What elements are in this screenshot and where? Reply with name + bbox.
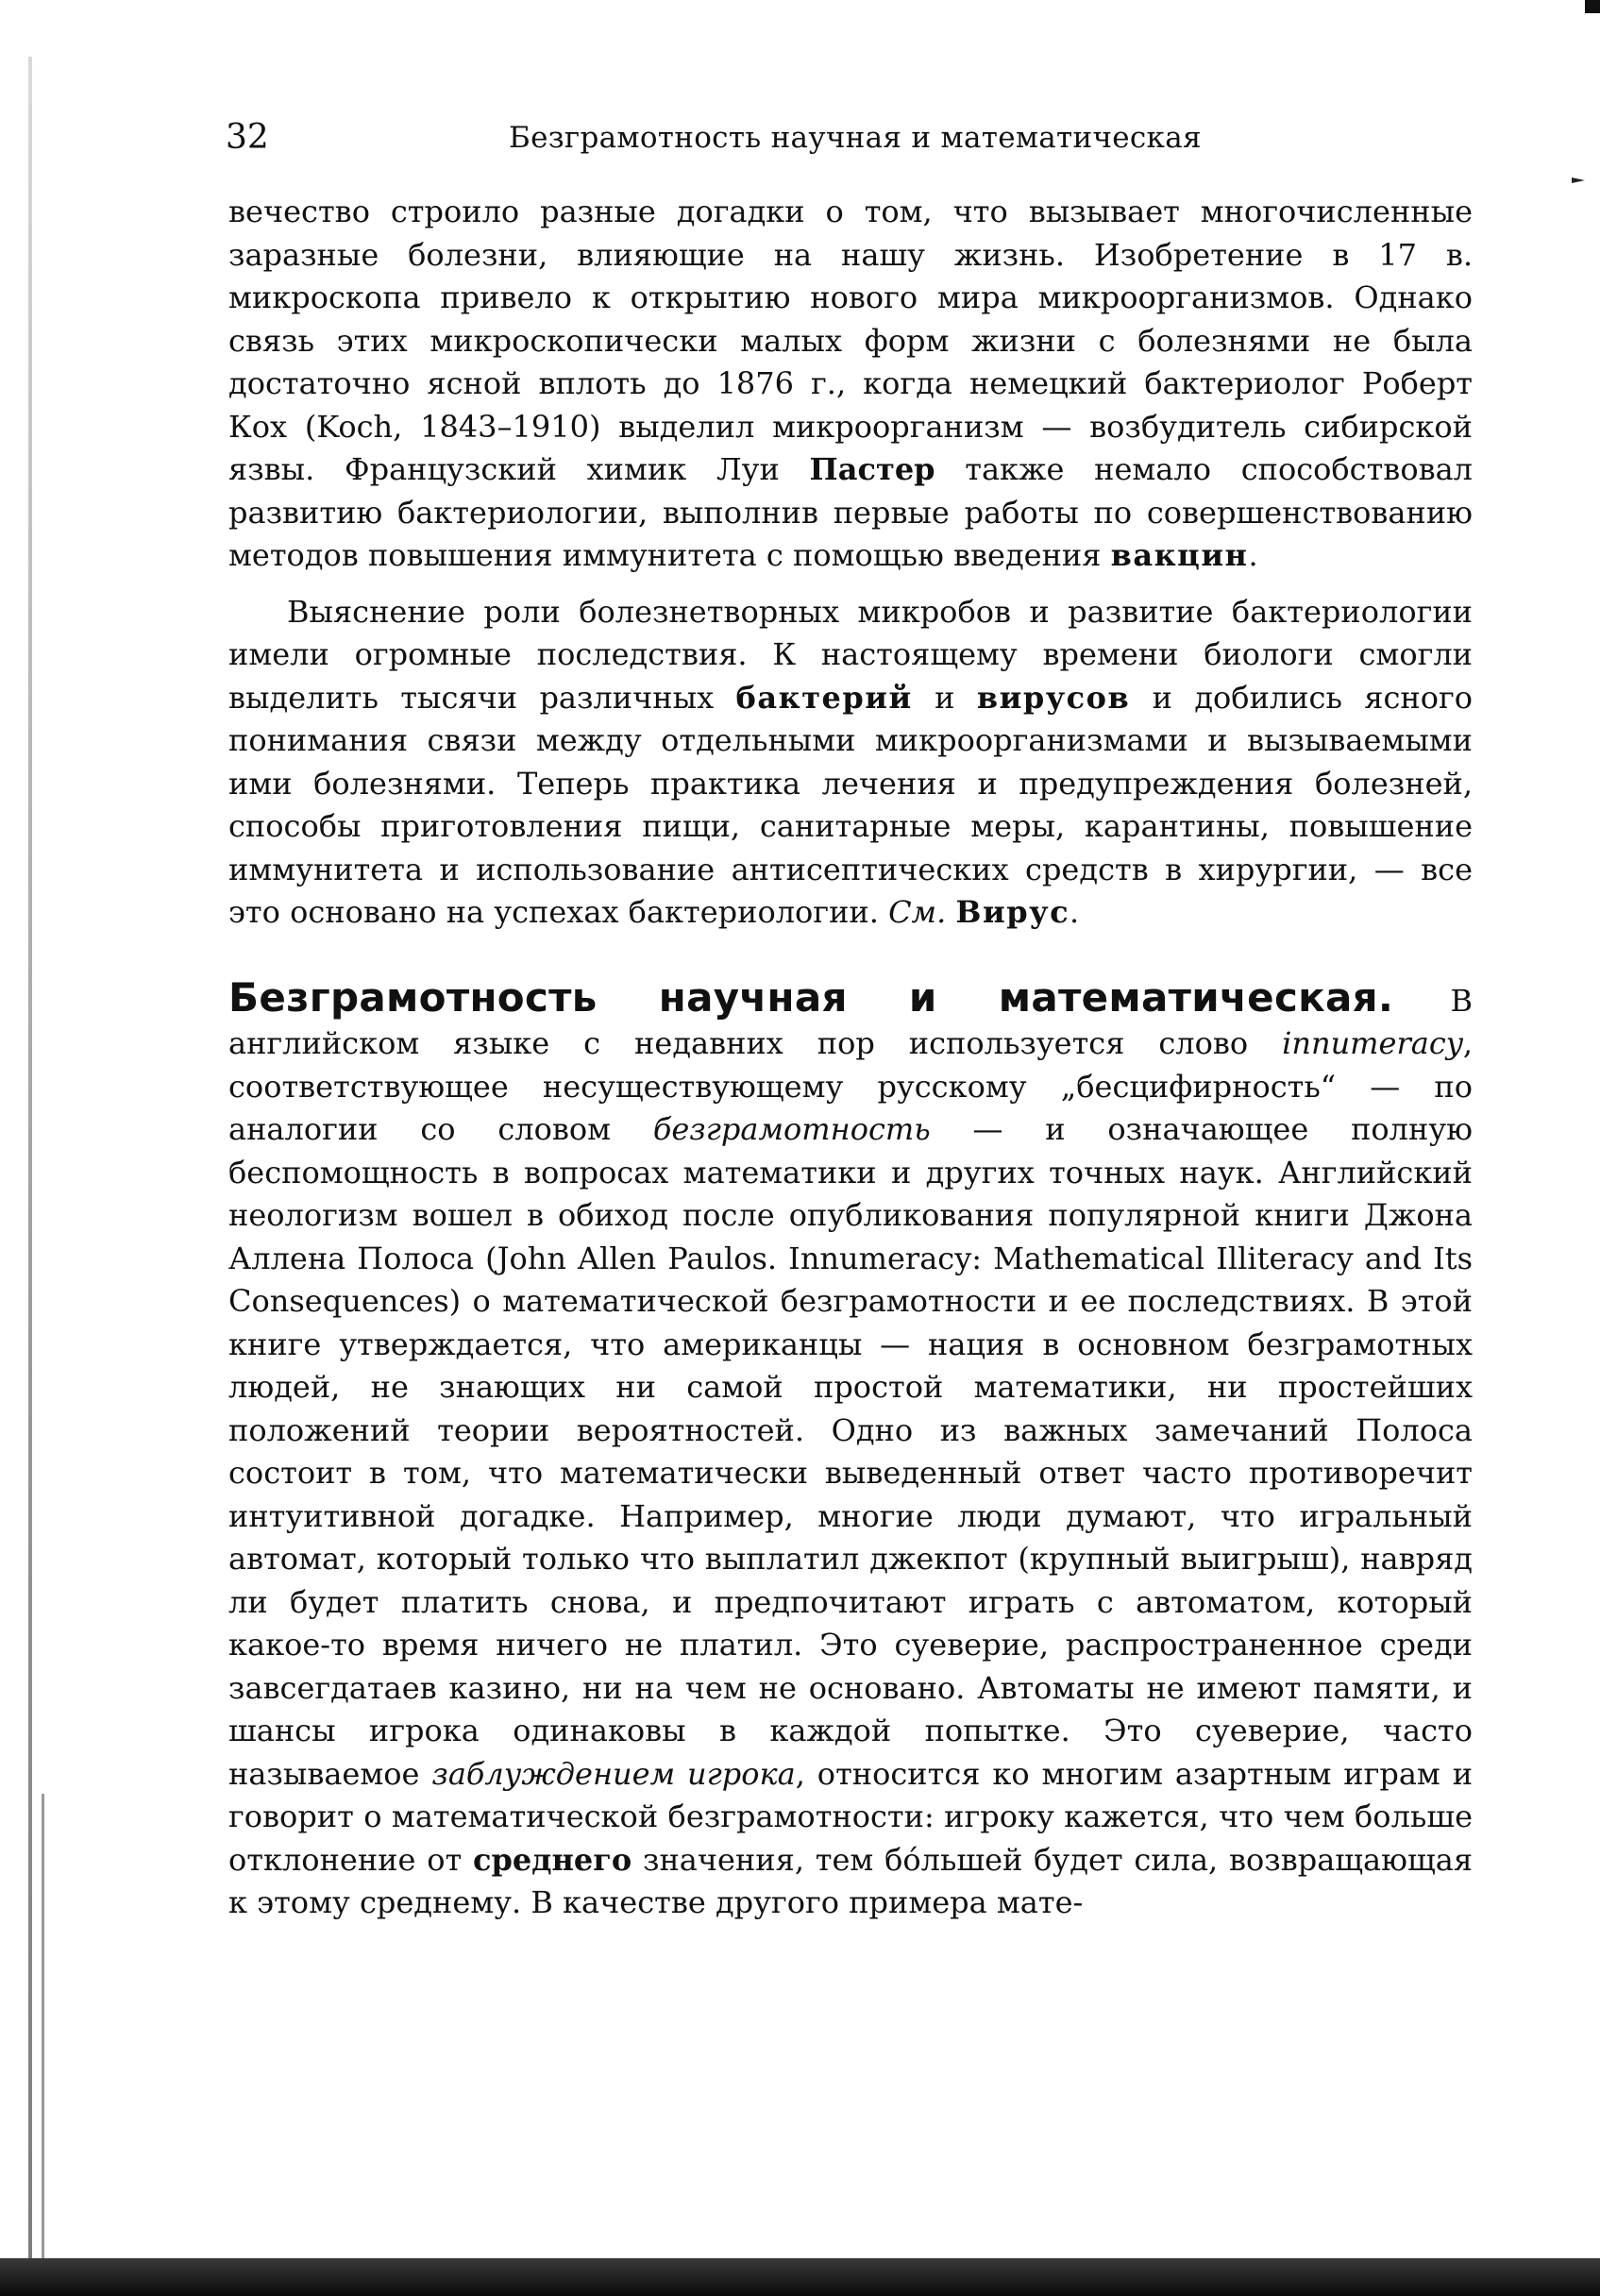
scan-corner-mark (1585, 0, 1600, 13)
text-run: . (1248, 537, 1258, 573)
dictionary-entry (228, 973, 1474, 1925)
text-run: В английском языке с недавних пор используется слово (228, 982, 1473, 1061)
cross-reference: бактерий (735, 679, 913, 716)
running-title: Безграмотность научная и математическая (509, 121, 1202, 155)
text-run: вечество строило разные догадки о том, что вызывает многочисленные заразные болезни, влияющие на нашу жизнь. Изобретение в 17 в. микроскопа привело к открытию нового мира микроорганизмов. Однако связь этих микроскопически малых форм жизни с болезнями не была достаточно ясной вплоть до 1876 г., когда немецкий бактериолог Роберт Кох (Koch, 1843–1910) выделил микроорганизм — возбудитель сибирской язвы. Французский химик Луи (228, 194, 1473, 487)
text-run: , соответствующее несуществующему русскому „бесцифирность“ — по аналогии со словом (228, 1025, 1473, 1147)
text-run: — и означающее полную беспомощность в вопросах математики и других точных наук. Английский неологизм вошел в обиход после опубликования популярной книги Джона Аллена Полоса (John Allen Paulos. Innumeracy: Mathematical Illiteracy and Its Consequences) о математической безграмотности и ее последствиях. В этой книге утверждается, что американцы — нация в основном безграмотных людей, не знающих ни самой простой математики, ни простейших положений теории вероятностей. Одно из важных замечаний Полоса состоит в том, что математически выведенный ответ часто противоречит интуитивной догадке. Например, многие люди думают, что игральный автомат, который только что выплатил джекпот (крупный выигрыш), навряд ли будет платить снова, и предпочитают играть с автоматом, который какое-то время ничего не платил. Это суеверие, распространенное среди завсегдатаев казино, ни на чем не основано. Автоматы не имеют памяти, и шансы игрока одинаковы в каждой попытке. Это суеверие, часто называемое (228, 1111, 1473, 1792)
cross-reference: Пастер (809, 451, 935, 487)
scan-edge-shadow (28, 57, 32, 2294)
paragraph-continuation (228, 191, 1473, 578)
text-run: . (1069, 894, 1080, 930)
text-run: Выяснение роли болезнетворных микробов и развитие бактериологии имели огромные последствия. К настоящему времени биологи смогли выделить тысячи различных (228, 593, 1473, 716)
italic-term: безграмотность (652, 1111, 931, 1147)
paragraph (228, 591, 1473, 935)
entry-headword: Безграмотность научная и математическая. (228, 973, 1394, 1021)
page-number: 32 (226, 118, 269, 157)
body-text (228, 191, 1473, 1925)
scan-bottom-shadow (0, 2258, 1600, 2296)
running-head (226, 111, 1472, 164)
text-run: значения, тем бо́льшей будет сила, возвращающая к этому среднему. В качестве другого примера мате- (228, 1841, 1473, 1920)
cross-reference: вакцин (1110, 537, 1249, 573)
italic-term: заблуждением игрока (431, 1755, 796, 1792)
cross-reference: Вирус (955, 894, 1070, 930)
see-also-marker: См. (888, 894, 947, 930)
text-run: , относится ко многим азартным играм и говорит о математической безграмотности: игроку кажется, что чем больше отклонение от (228, 1755, 1474, 1878)
text-run: также немало способствовал развитию бактериологии, выполнив первые работы по совершенствованию методов повышения иммунитета с помощью введения (228, 451, 1474, 573)
text-run (946, 894, 955, 930)
cross-reference: среднего (472, 1841, 632, 1878)
scan-edge-shadow-lower (42, 1794, 44, 2266)
text-run: и (912, 679, 977, 716)
cross-reference: вирусов (976, 679, 1131, 716)
margin-arrow-icon (1572, 177, 1585, 183)
italic-term: innumeracy (1282, 1025, 1463, 1061)
text-run: и добились ясного понимания связи между отдельными микроорганизмами и вызываемыми ими болезнями. Теперь практика лечения и предупреждения болезней, способы приготовления пищи, санитарные меры, карантины, повышение иммунитета и использование антисептических средств в хирургии, — все это основано на успехах бактериологии. (228, 679, 1474, 930)
